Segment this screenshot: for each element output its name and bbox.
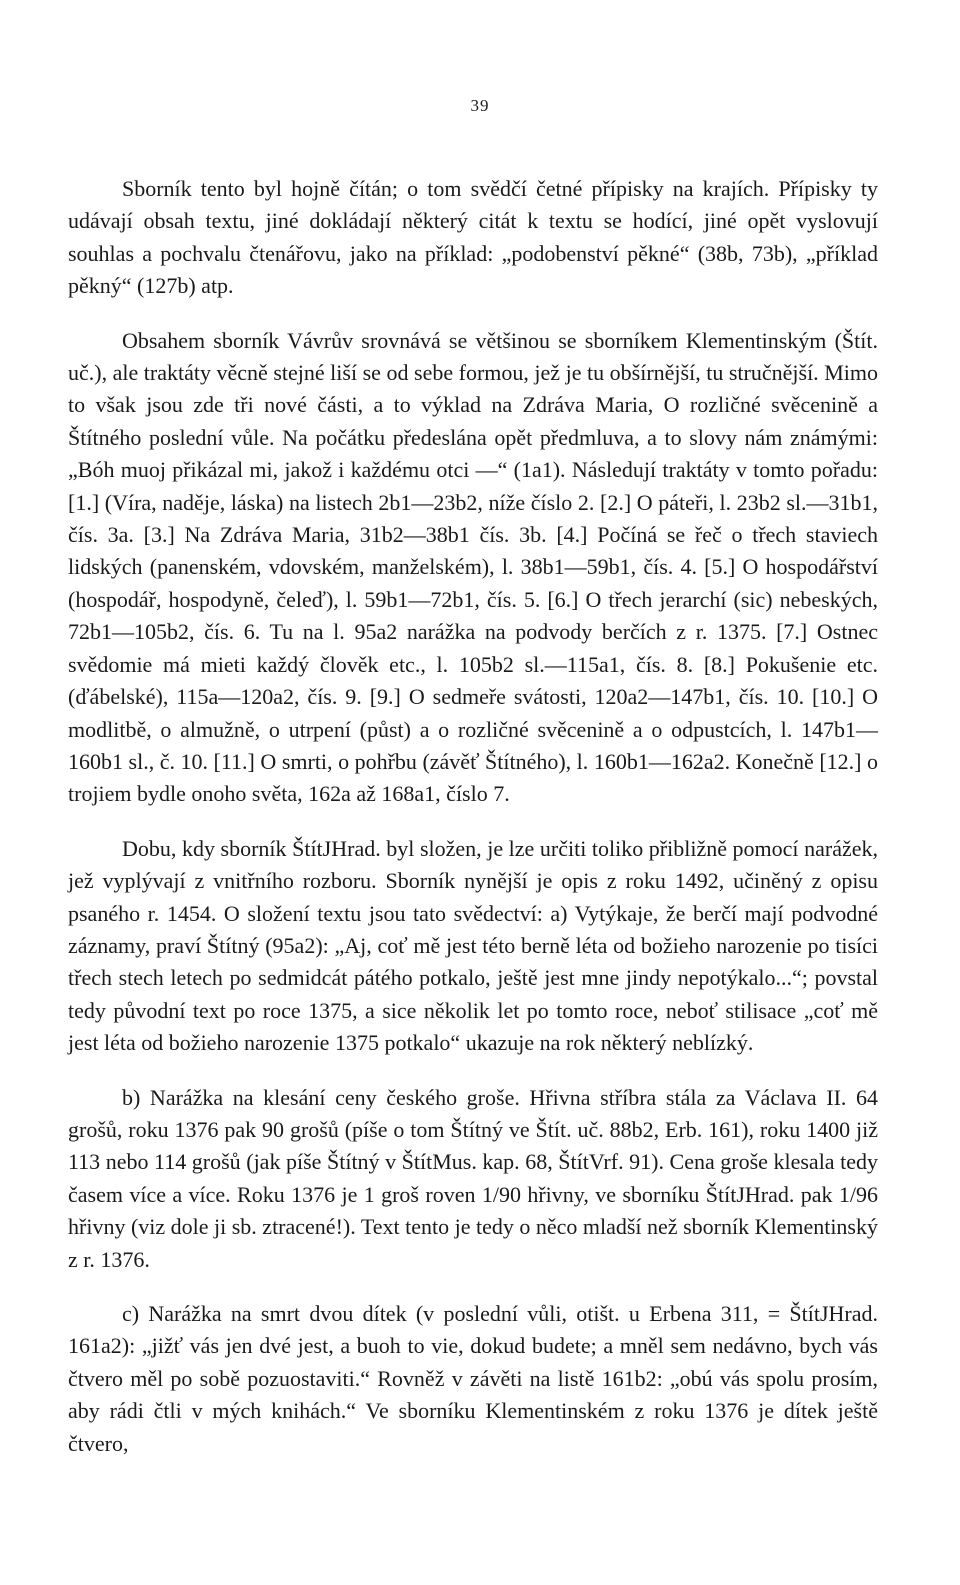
paragraph-5: c) Narážka na smrt dvou dítek (v poslední vůli, otišt. u Erbena 311, = ŠtítJHrad. 161a2): „jižť vás jen dvé jest, a buoh to vie, dokud budete; a mněl sem nedávno, bych vás čtvero měl po sobě pozuostaviti.“ Rovněž v závěti na listě 161b2: „obú vás spolu prosím, aby rádi čtli v mých knihách.“ Ve sborníku Klementinském z roku 1376 je dítek ještě čtvero, [68,1301,878,1456]
paragraph-3: Dobu, kdy sborník ŠtítJHrad. byl složen, je lze určiti toliko přibližně pomocí narážek, jež vyplývají z vnitřního rozboru. Sborník nynější je opis z roku 1492, učiněný z opisu psaného r. 1454. O složení textu jsou tato svědectví: a) Vytýkaje, že berčí mají podvodné záznamy, praví Štítný (95a2): „Aj, coť mě jest této berně léta od božieho narozenie po tisíci třech stech letech po sedmidcát pátého potkalo, ještě jest mne jindy nepotýkalo...“; povstal tedy původní text po roce 1375, a sice několik let po tomto roce, neboť stilisace „coť mě jest léta od božieho narozenie 1375 potkalo“ ukazuje na rok některý neblízký. [68,835,878,1056]
page-number: 39 [470,96,490,115]
paragraph-4: b) Narážka na klesání ceny českého groše. Hřivna stříbra stála za Václava II. 64 grošů, roku 1376 pak 90 grošů (píše o tom Štítný ve Štít. uč. 88b2, Erb. 161), roku 1400 již 113 nebo 114 grošů (jak píše Štítný v ŠtítMus. kap. 68, ŠtítVrf. 91). Cena groše klesala tedy časem více a více. Roku 1376 je 1 groš roven 1/90 hřivny, ve sborníku ŠtítJHrad. pak 1/96 hřivny (viz dole ji sb. ztracené!). Text tento je tedy o něco mladší než sborník Klementinský z r. 1376. [68,1084,878,1272]
paragraph-1: Sborník tento byl hojně čítán; o tom svědčí četné přípisky na krajích. Přípisky ty udávají obsah textu, jiné dokládají některý citát k textu se hodící, jiné opět vyslovují souhlas a pochvalu čtenářovu, jako na příklad: „podobenství pěkné“ (38b, 73b), „příklad pěkný“ (127b) atp. [68,176,878,299]
paragraph-2: Obsahem sborník Vávrův srovnává se většinou se sborníkem Klementinským (Štít. uč.), ale traktáty věcně stejné liší se od sebe formou, jež je tu obšírnější, tu stručnější. Mimo to však jsou zde tři nové části, a to výklad na Zdráva Maria, O rozličné svěcenině a Štítného poslední vůle. Na počátku předeslána opět předmluva, a to slovy nám známými: „Bóh muoj přikázal mi, jakož i každému otci —“ (1a1). Následují traktáty v tomto pořadu: [1.] (Víra, naděje, láska) na listech 2b1—23b2, níže číslo 2. [2.] O páteři, l. 23b2 sl.—31b1, čís. 3a. [3.] Na Zdráva Maria, 31b2—38b1 čís. 3b. [4.] Počíná se řeč o třech staviech lidských (panenském, vdovském, manželském), l. 38b1—59b1, čís. 4. [5.] O hospodářství (hospodář, hospodyně, čeleď), l. 59b1—72b1, čís. 5. [6.] O třech jerarchí (sic) nebeských, 72b1—105b2, čís. 6. Tu na l. 95a2 narážka na podvody berčích z r. 1375. [7.] Ostnec svědomie má mieti každý člověk etc., l. 105b2 sl.—115a1, čís. 8. [8.] Pokušenie etc. (ďábelské), 115a—120a2, čís. 9. [9.] O sedmeře svátosti, 120a2—147b1, čís. 10. [10.] O modlitbě, o almužně, o utrpení (půst) a o rozličné svěcenině a o odpustcích, l. 147b1—160b1 sl., č. 10. [11.] O smrti, o pohřbu (závěť Štítného), l. 160b1—162a2. Konečně [12.] o trojiem bydle onoho světa, 162a až 168a1, číslo 7. [68,327,878,807]
body-text [68,151,878,1482]
